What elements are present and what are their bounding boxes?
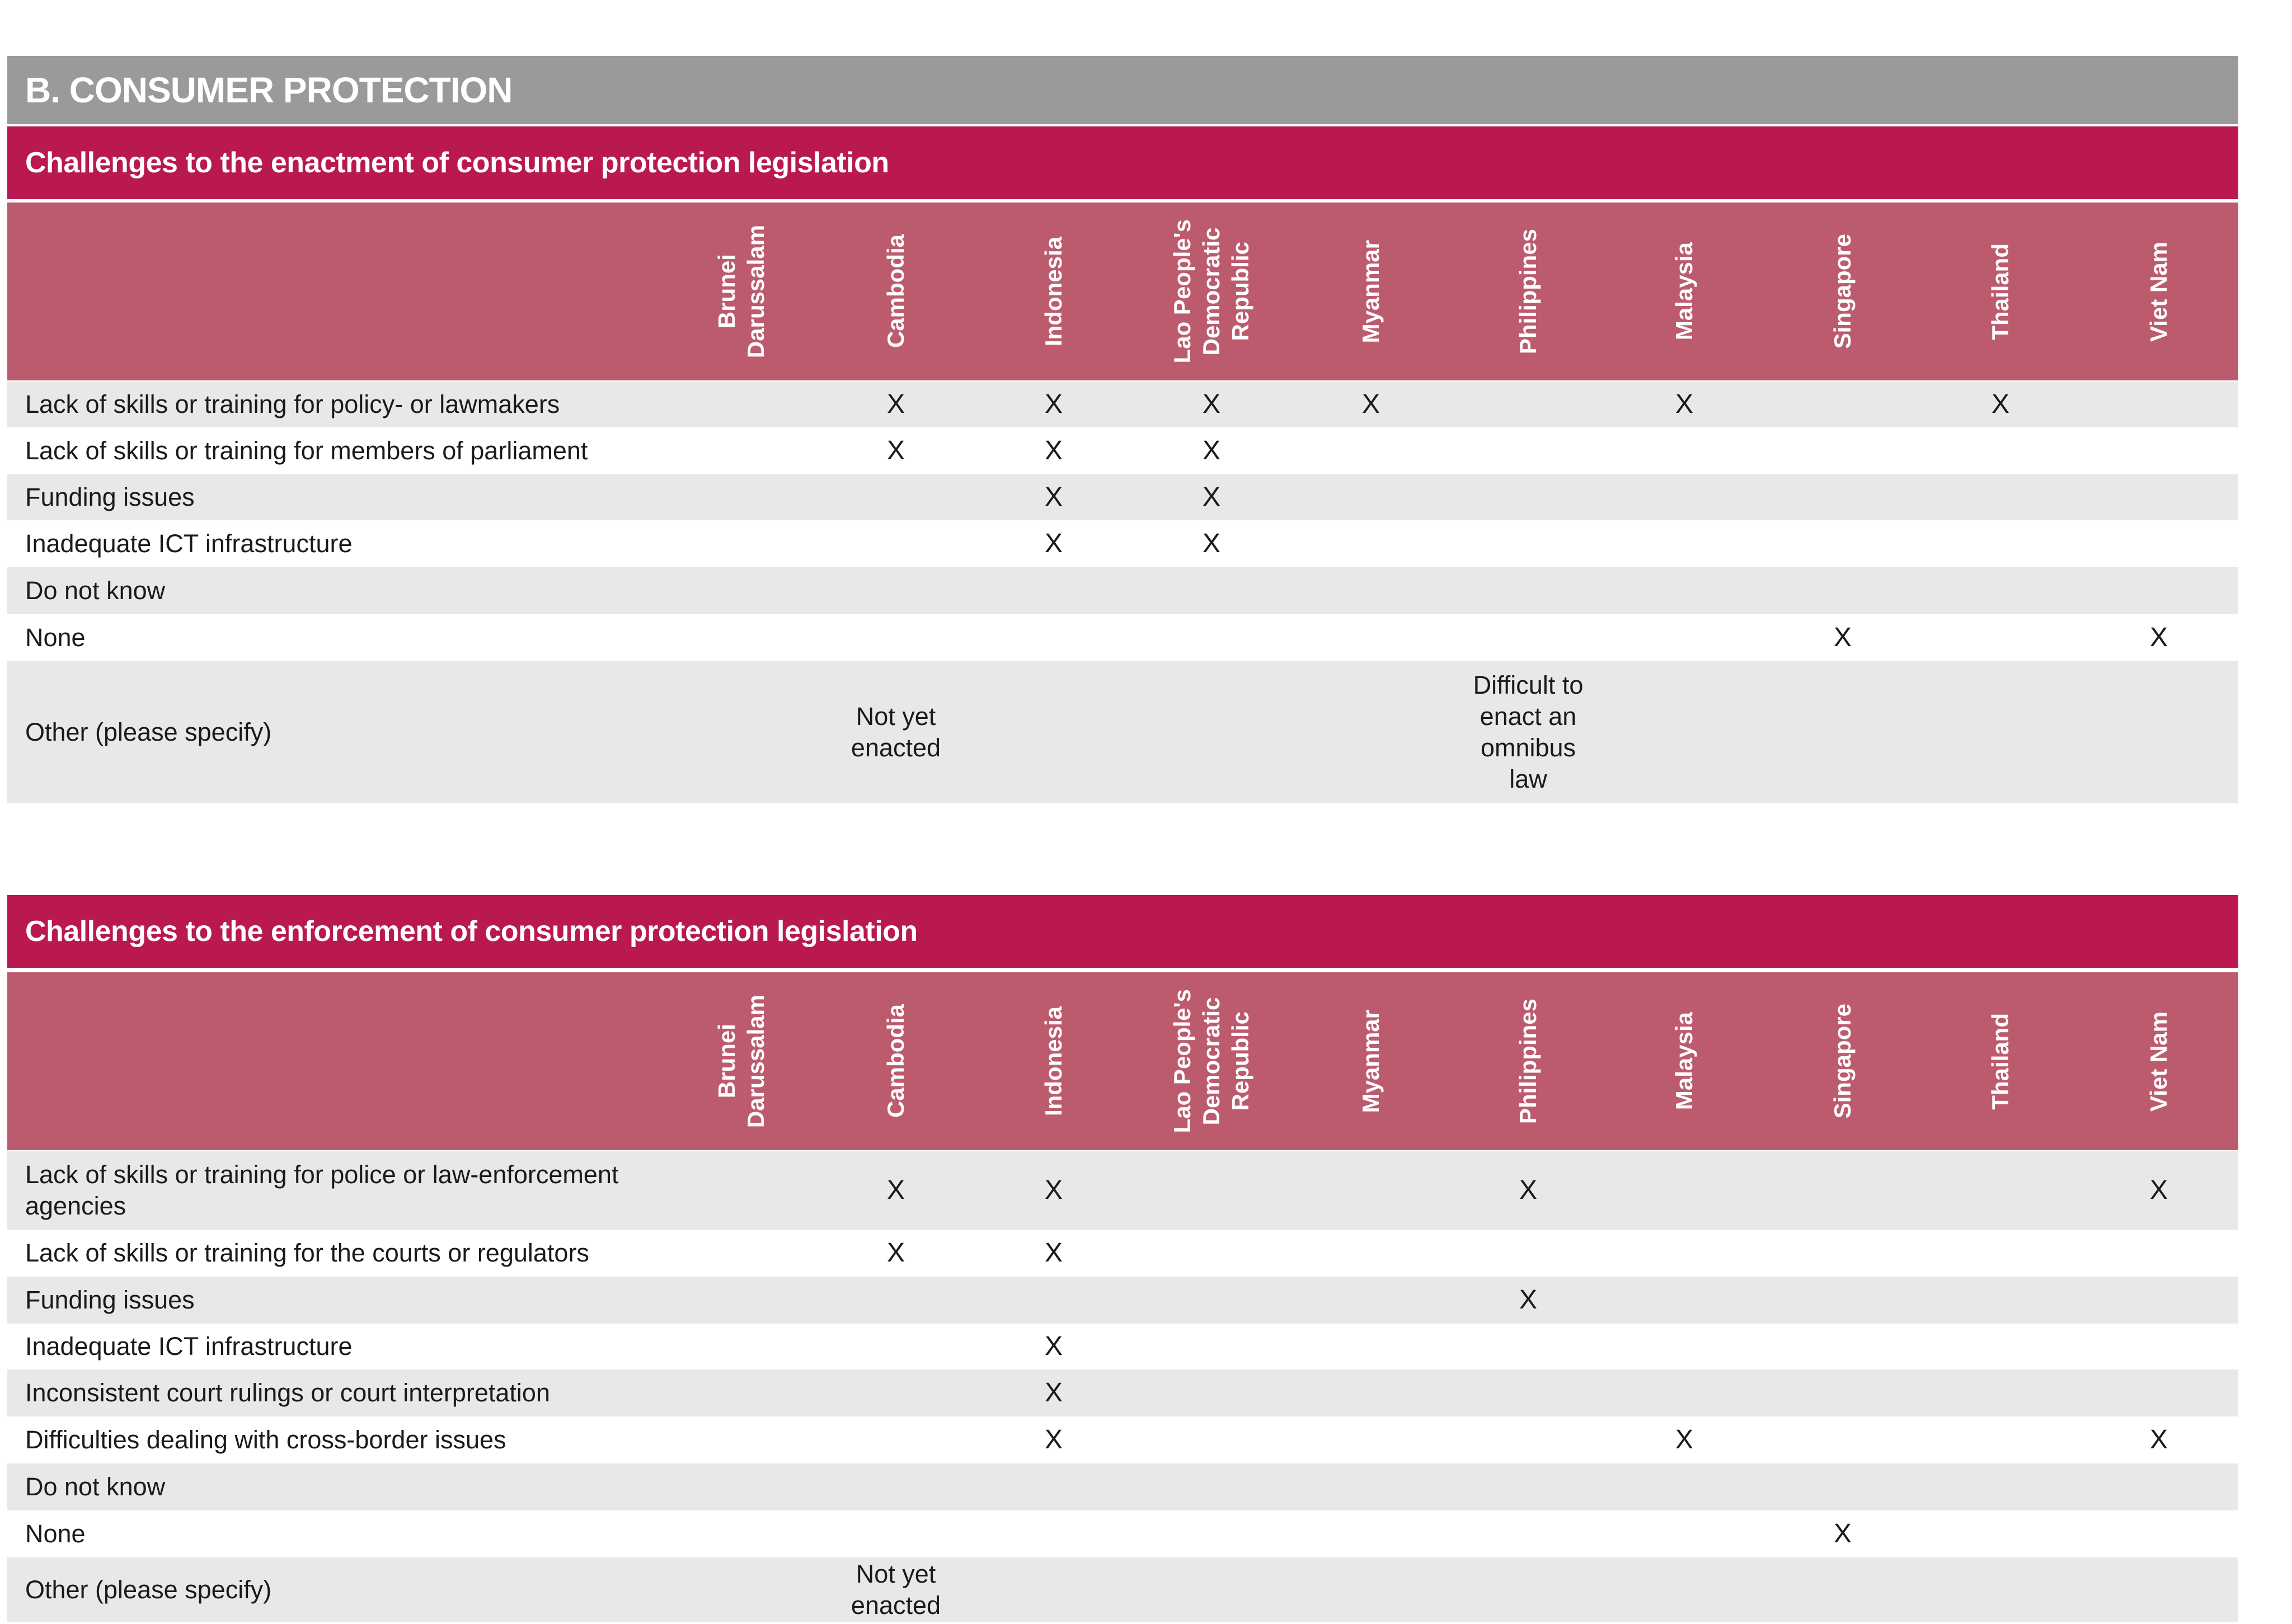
column-header-row bbox=[7, 972, 2238, 1150]
check-mark: X bbox=[1044, 1175, 1063, 1205]
column-header-label: Philippines bbox=[1515, 998, 1541, 1124]
row-label: Do not know bbox=[25, 576, 166, 605]
table-row bbox=[7, 1230, 2238, 1277]
column-header bbox=[1933, 972, 2068, 1150]
check-mark: X bbox=[1044, 1378, 1063, 1408]
column-header bbox=[1304, 203, 1438, 380]
column-header bbox=[1461, 972, 1595, 1150]
row-label: Difficulties dealing with cross-border issues bbox=[25, 1425, 506, 1454]
column-header-label: Myanmar bbox=[1358, 239, 1384, 343]
table-row bbox=[7, 427, 2238, 474]
column-header bbox=[1617, 972, 1751, 1150]
section-title: B. CONSUMER PROTECTION bbox=[7, 56, 2238, 124]
row-label: Inadequate ICT infrastructure bbox=[25, 1332, 353, 1361]
row-label: None bbox=[25, 1519, 86, 1548]
column-header-label: Singapore bbox=[1829, 234, 1856, 349]
check-mark: X bbox=[886, 1175, 905, 1205]
column-header-label: Thailand bbox=[1987, 243, 2013, 340]
column-header-label: Philippines bbox=[1515, 228, 1541, 355]
check-mark: X bbox=[1519, 1285, 1537, 1315]
cell-note: Not yet enacted bbox=[851, 702, 941, 762]
column-header bbox=[674, 972, 809, 1150]
column-header bbox=[1144, 972, 1279, 1150]
column-header bbox=[1144, 203, 1279, 380]
check-mark: X bbox=[1044, 389, 1063, 419]
table-row bbox=[7, 520, 2238, 567]
table-row bbox=[7, 1463, 2238, 1510]
check-mark: X bbox=[1044, 1238, 1063, 1268]
column-header bbox=[829, 972, 963, 1150]
row-label: Funding issues bbox=[25, 1286, 195, 1314]
check-mark: X bbox=[886, 1238, 905, 1268]
column-header bbox=[829, 203, 963, 380]
check-mark: X bbox=[1044, 529, 1063, 558]
row-label: Lack of skills or training for police or law-enforcement agencies bbox=[25, 1160, 619, 1220]
check-mark: X bbox=[1361, 389, 1380, 419]
table-title: Challenges to the enforcement of consumer protection legislation bbox=[7, 895, 2238, 968]
column-header bbox=[1304, 972, 1438, 1150]
row-label: Funding issues bbox=[25, 483, 195, 511]
column-header bbox=[1461, 203, 1595, 380]
table-row bbox=[7, 1151, 2238, 1230]
column-header-label: Myanmar bbox=[1358, 1009, 1384, 1113]
column-header-label: Lao People's Democratic Republic bbox=[1169, 219, 1253, 364]
check-mark: X bbox=[1044, 1331, 1063, 1361]
row-label: Lack of skills or training for members of parliament bbox=[25, 436, 588, 465]
column-header-label: Malaysia bbox=[1671, 242, 1697, 341]
row-label: Lack of skills or training for policy- or lawmakers bbox=[25, 390, 560, 418]
check-mark: X bbox=[2149, 623, 2168, 652]
column-header-label: Cambodia bbox=[882, 1004, 909, 1118]
column-header-label: Thailand bbox=[1987, 1013, 2013, 1110]
table-row bbox=[7, 614, 2238, 661]
column-header bbox=[987, 972, 1121, 1150]
table-row bbox=[7, 1277, 2238, 1324]
column-header-label: Lao People's Democratic Republic bbox=[1169, 989, 1253, 1133]
check-mark: X bbox=[1833, 1519, 1852, 1548]
column-header-label: Indonesia bbox=[1040, 236, 1067, 347]
row-label: Other (please specify) bbox=[25, 1575, 272, 1604]
column-header bbox=[1776, 203, 1910, 380]
table-row bbox=[7, 661, 2238, 803]
check-mark: X bbox=[1675, 1425, 1693, 1454]
cell-note: Not yet enacted bbox=[851, 1560, 941, 1620]
table-row bbox=[7, 1324, 2238, 1369]
check-mark: X bbox=[1202, 436, 1220, 465]
check-mark: X bbox=[1044, 1425, 1063, 1454]
column-header bbox=[2092, 203, 2226, 380]
column-header bbox=[2092, 972, 2226, 1150]
table-row bbox=[7, 474, 2238, 520]
check-mark: X bbox=[1202, 529, 1220, 558]
column-header-row bbox=[7, 203, 2238, 380]
check-mark: X bbox=[2149, 1425, 2168, 1454]
column-header bbox=[1617, 203, 1751, 380]
table-row bbox=[7, 1557, 2238, 1622]
row-label: None bbox=[25, 623, 86, 652]
row-label: Inadequate ICT infrastructure bbox=[25, 529, 353, 558]
table-title: Challenges to the enactment of consumer protection legislation bbox=[7, 126, 2238, 199]
check-mark: X bbox=[1044, 482, 1063, 512]
column-header-label: Brunei Darussalam bbox=[713, 224, 769, 359]
column-header-label: Cambodia bbox=[882, 234, 909, 349]
column-header-label: Viet Nam bbox=[2145, 241, 2172, 342]
check-mark: X bbox=[1519, 1175, 1537, 1205]
row-label: Inconsistent court rulings or court interpretation bbox=[25, 1378, 550, 1407]
check-mark: X bbox=[886, 389, 905, 419]
check-mark: X bbox=[886, 436, 905, 465]
column-header-label: Brunei Darussalam bbox=[713, 994, 769, 1128]
row-label: Lack of skills or training for the courts or regulators bbox=[25, 1239, 589, 1267]
check-mark: X bbox=[1991, 389, 2009, 419]
check-mark: X bbox=[1202, 389, 1220, 419]
table-row bbox=[7, 1369, 2238, 1416]
column-header-label: Indonesia bbox=[1040, 1006, 1067, 1117]
column-header-label: Singapore bbox=[1829, 1004, 1856, 1119]
cell-note: Difficult to enact an omnibus law bbox=[1473, 671, 1584, 793]
check-mark: X bbox=[1833, 623, 1852, 652]
row-label: Other (please specify) bbox=[25, 718, 272, 746]
column-header bbox=[987, 203, 1121, 380]
column-header-label: Viet Nam bbox=[2145, 1011, 2172, 1112]
row-label: Do not know bbox=[25, 1472, 166, 1501]
column-header bbox=[674, 203, 809, 380]
table-row bbox=[7, 1416, 2238, 1463]
column-header bbox=[1933, 203, 2068, 380]
check-mark: X bbox=[1202, 482, 1220, 512]
table-row bbox=[7, 1510, 2238, 1557]
table-row bbox=[7, 382, 2238, 427]
column-header bbox=[1776, 972, 1910, 1150]
check-mark: X bbox=[2149, 1175, 2168, 1205]
column-header-label: Malaysia bbox=[1671, 1012, 1697, 1110]
check-mark: X bbox=[1675, 389, 1693, 419]
check-mark: X bbox=[1044, 436, 1063, 465]
table-row bbox=[7, 567, 2238, 614]
